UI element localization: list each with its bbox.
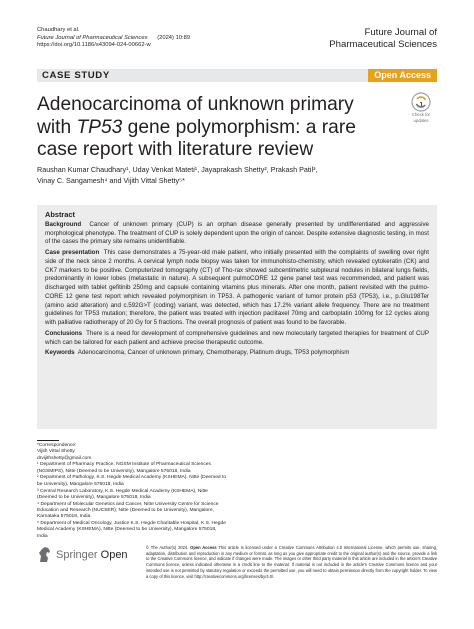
open-access-badge: Open Access: [368, 69, 437, 82]
corresponding-author: Vijith Vittal Shetty: [37, 449, 75, 455]
correspondence-label: *Correspondence:: [37, 443, 77, 448]
journal-name: [329, 27, 437, 50]
journal-name-line2: Pharmaceutical Sciences: [329, 38, 437, 50]
check-for-updates-icon: [411, 92, 431, 112]
section-text: There is a need for development of comprehensive guidelines and new molecularly targeted therapies for treatment of CUP which can be tailored for each patient and achieve precise therapeutic outcome.: [45, 329, 430, 346]
corresponding-email[interactable]: drvijithshetty@gmail.com: [37, 455, 92, 461]
author-line2: Vinay C. Sangamesh⁴ and Vijith Vittal Shetty⁵*: [37, 176, 185, 185]
article-type-banner: [37, 69, 437, 82]
affiliation: ² Department of Pathology, K.S. Hegde Medical Academy (KSHEMA), Nitte (Deemed to be University), Mangalore 575018, India: [37, 475, 227, 487]
citation-journal-line: [37, 35, 190, 43]
abstract-heading: Abstract: [45, 210, 75, 219]
abstract-box: [37, 205, 437, 429]
springer-open-logo: [37, 546, 137, 564]
footnote-rule: [37, 440, 59, 441]
license-statement: [146, 545, 437, 579]
check-for-updates-badge[interactable]: [405, 92, 437, 124]
affiliation: ⁵ Department of Medical Oncology, Justice K.S. Hegde Charitable Hospital, K.S. Hegde Medical Academy (KSHEMA), Nitte (Deemed to be University), Mangalore 575018, India: [37, 521, 226, 539]
doi-link[interactable]: https://doi.org/10.1186/s43094-024-00662-w: [37, 42, 151, 49]
section-label: Case presentation: [45, 249, 100, 256]
license-lead: © The Author(s) 2024.: [146, 545, 191, 550]
abstract-background: [45, 221, 429, 247]
affiliation: ⁴ Department of Molecular Genetics and Cancer, Nitte University Centre for Science Education and Research (NUCSER), Nitte (Deemed to be University), Mangalore, Karnataka 575018, India: [37, 501, 219, 520]
section-label: Background: [45, 220, 82, 228]
section-text: Cancer of unknown primary (CUP) is an orphan disease generally presented by undifferentiated and aggressive morphological phenotype. The treatment of CUP is solely dependent upon the origin of cancer. Despite extensive diagnostic testing, in most of the cases the primary site remains unidentifiable.: [45, 220, 429, 246]
springer-word: Springer: [56, 549, 98, 561]
footnotes: [37, 440, 227, 540]
license-open-access: Open Access: [190, 545, 217, 550]
author-list: [37, 164, 437, 186]
affiliation: ³ Central Research Laboratory, K.S. Hegde Medical Academy (KSHEMA), Nitte (Deemed to be University), Mangalore 575018, India: [37, 488, 208, 500]
affiliation: ¹ Department of Pharmacy Practice, NGSM Institute of Pharmaceutical Sciences (NGSMIPS), Nitte (Deemed to be University), Mangalore 575018, India: [37, 462, 211, 474]
section-text: This case demonstrates a 75-year-old male patient, who initially presented with the complaints of swelling over right side of the neck since 2 months. A cervical lymph node biopsy was taken for immunohisto-chemistry, which revealed cytokeratin (CK) and CK7 markers to be positive. Computerized tomography (CT) of Tho-rax showed subcentimetric subpleural nodules in bilateral lungs fields, predominantly in lower lobes (metastatic in nature). A subsequent pulmoCORE 12 gene panel test was recommended, and patient was discharged with tablet gefitinib 250mg and capsule containing vitamins plus minerals. After one month, patient revisited with the pulmo-CORE 12 gene test report which revealed polymorphism in TP53. A pathogenic variant of tumor protein p53 (TP53), i.e., p.Glu198Ter (amino acid alteration) and c.592G>T (coding) variant, was detected, which has 17.2% variant allele frequency. There are no treatment guidelines for TP53 mutation; therefore, the patient was treated with injection paclitaxel 70mg and carboplatin 100mg for 12 cycles along with palliative radiotherapy of 20 Gy for 5 fractions. The overall prognosis of patient was found to be favorable.: [45, 249, 429, 326]
section-text: Adenocarcinoma, Cancer of unknown primary, Chemotherapy, Platinum drugs, TP53 polymorphism: [77, 349, 350, 357]
check-for-updates-line2: updates: [413, 117, 429, 123]
author-line1: Raushan Kumar Chaudhary¹, Uday Venkat Mateti¹, Jayaprakash Shetty², Prakash Patil³,: [37, 165, 318, 174]
citation-volume: (2024) 10:89: [157, 34, 191, 41]
title-gene: TP53: [76, 116, 123, 138]
citation-authors: Chaudhary et al.: [37, 27, 80, 33]
title-part2: gene polymorphism: a rare case report with literature review: [37, 116, 356, 160]
journal-name-line1: Future Journal of: [364, 27, 437, 38]
check-for-updates-line1: Check for: [412, 112, 430, 117]
abstract-keywords: [45, 349, 429, 358]
section-label: Keywords: [45, 349, 75, 357]
springer-horse-icon: [37, 546, 53, 564]
abstract-case-presentation: [45, 249, 429, 328]
abstract-conclusions: [45, 330, 429, 348]
open-word: Open: [100, 549, 128, 561]
license-text: This article is licensed under a Creative Commons Attribution 4.0 International License, which permits use, sharing, adaptation, distribution and reproduction in any medium or format, as long as you give appropriate credit to the original author(s) and the source, provide a link to the Creative Commons licence, and indicate if changes were made. The images or other third party material in this article are included in the article's Creative Commons licence, unless indicated otherwise in a credit line to the material. If material is not included in the article's Creative Commons licence and your intended use is not permitted by statutory regulation or exceeds the permitted use, you will need to obtain permission directly from the copyright holder. To view a copy of this licence, visit http://creativecommons.org/licenses/by/4.0/.: [146, 545, 437, 579]
article-type: CASE STUDY: [42, 70, 110, 81]
title-part1: Adenocarcinoma of unknown primary with: [37, 94, 354, 138]
citation-header: [37, 27, 190, 50]
citation-journal: Future Journal of Pharmaceutical Sciences: [37, 34, 148, 41]
article-title: [37, 94, 387, 162]
section-label: Conclusions: [45, 329, 83, 337]
springer-open-wordmark: [56, 549, 128, 561]
